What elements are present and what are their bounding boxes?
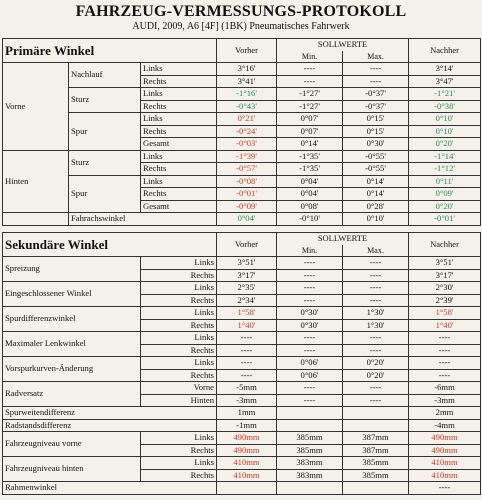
value-vorher: -1mm — [217, 419, 277, 432]
value-min: -0°10' — [277, 213, 343, 226]
value-min — [277, 419, 343, 432]
value-nachher: 0°10' — [409, 113, 481, 126]
row-label: Links — [141, 88, 217, 101]
value-nachher: ---- — [409, 332, 481, 345]
value-min: -1°27' — [277, 100, 343, 113]
value-min: 0°07' — [277, 113, 343, 126]
value-vorher: 3°17' — [217, 269, 277, 282]
value-vorher: 410mm — [217, 457, 277, 470]
value-max — [343, 407, 409, 420]
value-min: 0°04' — [277, 188, 343, 201]
value-vorher: -1°39' — [217, 150, 277, 163]
row-label: Vorne — [141, 382, 217, 395]
value-min: 383mm — [277, 469, 343, 482]
value-vorher: 1°40' — [217, 319, 277, 332]
value-nachher: 2mm — [409, 407, 481, 420]
value-vorher: ---- — [217, 369, 277, 382]
value-vorher: 2°34' — [217, 294, 277, 307]
row-label: Rechts — [141, 125, 217, 138]
value-min: ---- — [277, 282, 343, 295]
label-eingeschlossener-winkel: Eingeschlossener Winkel — [3, 282, 141, 307]
value-min: ---- — [277, 257, 343, 270]
value-nachher: ---- — [409, 482, 481, 495]
value-vorher: 1°58' — [217, 307, 277, 320]
value-max: 1°30' — [343, 307, 409, 320]
value-max: -0°37' — [343, 88, 409, 101]
row-label: Links — [141, 175, 217, 188]
col-nachher: Nachher — [409, 39, 481, 63]
value-nachher: 3°17' — [409, 269, 481, 282]
row-label: Rechts — [141, 294, 217, 307]
value-min: 0°14' — [277, 138, 343, 151]
value-nachher: -3mm — [409, 394, 481, 407]
value-max: 0°14' — [343, 175, 409, 188]
row-label: Links — [141, 113, 217, 126]
value-nachher: 0°10' — [409, 125, 481, 138]
value-min: 0°08' — [277, 200, 343, 213]
value-max: 0°15' — [343, 113, 409, 126]
value-min — [277, 407, 343, 420]
value-max: 0°10' — [343, 213, 409, 226]
value-vorher — [217, 482, 277, 495]
value-vorher: 3°16' — [217, 63, 277, 76]
label-radversatz: Radversatz — [3, 382, 141, 407]
value-nachher: -6mm — [409, 382, 481, 395]
label-spurdifferenzwinkel: Spurdifferenzwinkel — [3, 307, 141, 332]
row-label: Links — [141, 282, 217, 295]
value-vorher: 3°51' — [217, 257, 277, 270]
value-nachher: 2°39' — [409, 294, 481, 307]
value-max: ---- — [343, 282, 409, 295]
label-sturz: Sturz — [69, 88, 141, 113]
value-vorher: -0°01' — [217, 188, 277, 201]
value-max: ---- — [343, 382, 409, 395]
col-max: Max. — [343, 51, 409, 63]
value-min — [277, 482, 343, 495]
row-label: Links — [141, 432, 217, 445]
label-vorspurkurven-aenderung: Vorspurkurven-Änderung — [3, 357, 141, 382]
value-max: ---- — [343, 269, 409, 282]
col-max: Max. — [343, 245, 409, 257]
value-max: 0°20' — [343, 369, 409, 382]
col-vorher: Vorher — [217, 233, 277, 257]
col-nachher: Nachher — [409, 233, 481, 257]
value-vorher: -5mm — [217, 382, 277, 395]
value-min: ---- — [277, 294, 343, 307]
value-nachher: ---- — [409, 344, 481, 357]
secondary-angles-table — [2, 232, 481, 495]
label-spurweitendifferenz: Spurweitendifferenz — [3, 407, 217, 420]
label-rahmenwinkel: Rahmenwinkel — [3, 482, 217, 495]
value-max: 385mm — [343, 469, 409, 482]
row-label: Rechts — [141, 163, 217, 176]
value-vorher: -3mm — [217, 394, 277, 407]
row-label: Rechts — [141, 444, 217, 457]
value-vorher: -0°09' — [217, 200, 277, 213]
value-max: 385mm — [343, 457, 409, 470]
value-nachher: 3°14' — [409, 63, 481, 76]
value-vorher: 2°35' — [217, 282, 277, 295]
row-label: Rechts — [141, 369, 217, 382]
row-label: Links — [141, 357, 217, 370]
row-label: Rechts — [141, 100, 217, 113]
value-nachher: -0°01' — [409, 213, 481, 226]
group-vorne: Vorne — [3, 63, 69, 151]
value-min: 385mm — [277, 432, 343, 445]
row-label: Links — [141, 457, 217, 470]
value-min: 385mm — [277, 444, 343, 457]
label-sturz: Sturz — [69, 150, 141, 175]
value-min: -1°35' — [277, 163, 343, 176]
primary-heading: Primäre Winkel — [3, 39, 217, 63]
value-nachher: 490mm — [409, 432, 481, 445]
value-nachher: 410mm — [409, 469, 481, 482]
value-vorher: 1mm — [217, 407, 277, 420]
value-nachher: 490mm — [409, 444, 481, 457]
value-max: 387mm — [343, 432, 409, 445]
col-vorher: Vorher — [217, 39, 277, 63]
row-label: Links — [141, 332, 217, 345]
value-vorher: -0°08' — [217, 175, 277, 188]
value-min: 0°06' — [277, 357, 343, 370]
value-min: 383mm — [277, 457, 343, 470]
label-fahrzeugniveau-hinten: Fahrzeugniveau hinten — [3, 457, 141, 482]
value-nachher: 410mm — [409, 457, 481, 470]
value-min: 0°06' — [277, 369, 343, 382]
value-vorher: 490mm — [217, 432, 277, 445]
label-spreizung: Spreizung — [3, 257, 141, 282]
value-vorher: -0°03' — [217, 138, 277, 151]
value-min: ---- — [277, 75, 343, 88]
value-vorher: ---- — [217, 357, 277, 370]
value-nachher: 0°11' — [409, 175, 481, 188]
value-max: ---- — [343, 332, 409, 345]
value-min: 0°04' — [277, 175, 343, 188]
value-max: 0°28' — [343, 200, 409, 213]
value-max: ---- — [343, 344, 409, 357]
group-hinten: Hinten — [3, 150, 69, 213]
value-vorher: ---- — [217, 344, 277, 357]
page-title: FAHRZEUG-VERMESSUNGS-PROTOKOLL — [75, 3, 407, 20]
value-nachher: 1°40' — [409, 319, 481, 332]
row-label: Links — [141, 63, 217, 76]
col-min: Min. — [277, 245, 343, 257]
col-sollwerte: SOLLWERTE — [277, 233, 409, 245]
value-max: ---- — [343, 63, 409, 76]
value-nachher: -1°21' — [409, 88, 481, 101]
value-nachher: ---- — [409, 369, 481, 382]
value-nachher: -1°14' — [409, 150, 481, 163]
row-label: Rechts — [141, 469, 217, 482]
row-label: Links — [141, 257, 217, 270]
value-vorher: 490mm — [217, 444, 277, 457]
value-max: ---- — [343, 394, 409, 407]
value-max: ---- — [343, 294, 409, 307]
value-nachher: 0°20' — [409, 200, 481, 213]
value-vorher: ---- — [217, 332, 277, 345]
row-label: Gesamt — [141, 138, 217, 151]
value-nachher: 3°51' — [409, 257, 481, 270]
label-fahrzeugniveau-vorne: Fahrzeugniveau vorne — [3, 432, 141, 457]
row-label: Rechts — [141, 319, 217, 332]
col-min: Min. — [277, 51, 343, 63]
value-nachher: 0°20' — [409, 138, 481, 151]
value-max: 1°30' — [343, 319, 409, 332]
value-nachher: ---- — [409, 357, 481, 370]
value-vorher: -0°57' — [217, 163, 277, 176]
value-vorher: 410mm — [217, 469, 277, 482]
value-max: -0°55' — [343, 150, 409, 163]
row-label: Hinten — [141, 394, 217, 407]
label-radstandsdifferenz: Radstandsdifferenz — [3, 419, 217, 432]
label-maximaler-lenkwinkel: Maximaler Lenkwinkel — [3, 332, 141, 357]
primary-angles-table — [2, 38, 481, 226]
value-max: 0°15' — [343, 125, 409, 138]
value-vorher: 0°04' — [217, 213, 277, 226]
label-spur: Spur — [69, 113, 141, 151]
value-nachher: -1°12' — [409, 163, 481, 176]
value-min: 0°30' — [277, 307, 343, 320]
col-sollwerte: SOLLWERTE — [277, 39, 409, 51]
label-nachlauf: Nachlauf — [69, 63, 141, 88]
value-vorher: 0°21' — [217, 113, 277, 126]
value-nachher: 0°09' — [409, 188, 481, 201]
value-vorher: -0°24' — [217, 125, 277, 138]
row-label: Gesamt — [141, 200, 217, 213]
value-min: ---- — [277, 63, 343, 76]
secondary-heading: Sekundäre Winkel — [3, 233, 217, 257]
row-label: Rechts — [141, 188, 217, 201]
row-label: Links — [141, 150, 217, 163]
value-max: ---- — [343, 75, 409, 88]
row-label: Rechts — [141, 269, 217, 282]
value-vorher: -1°16' — [217, 88, 277, 101]
value-min: ---- — [277, 382, 343, 395]
value-vorher: -0°43' — [217, 100, 277, 113]
row-label: Rechts — [141, 344, 217, 357]
value-min: ---- — [277, 332, 343, 345]
value-max: 0°20' — [343, 357, 409, 370]
value-min: 0°30' — [277, 319, 343, 332]
value-nachher: 3°47' — [409, 75, 481, 88]
value-min: 0°07' — [277, 125, 343, 138]
value-nachher: 1°58' — [409, 307, 481, 320]
value-nachher: -4mm — [409, 419, 481, 432]
value-nachher: -0°38' — [409, 100, 481, 113]
value-min: ---- — [277, 269, 343, 282]
value-max — [343, 482, 409, 495]
value-min: ---- — [277, 344, 343, 357]
value-vorher: 3°41' — [217, 75, 277, 88]
value-max: ---- — [343, 257, 409, 270]
value-min: -1°35' — [277, 150, 343, 163]
label-fahrachswinkel: Fahrachswinkel — [69, 213, 217, 226]
value-min: -1°27' — [277, 88, 343, 101]
value-max: 0°14' — [343, 188, 409, 201]
vehicle-subtitle: AUDI, 2009, A6 [4F] (1BK) Pneumatisches Fahrwerk — [132, 21, 350, 32]
row-label: Rechts — [141, 75, 217, 88]
value-max: 0°30' — [343, 138, 409, 151]
value-min: ---- — [277, 394, 343, 407]
value-max: -0°37' — [343, 100, 409, 113]
value-max — [343, 419, 409, 432]
value-max: -0°55' — [343, 163, 409, 176]
value-nachher: 2°30' — [409, 282, 481, 295]
row-label: Links — [141, 307, 217, 320]
label-spur: Spur — [69, 175, 141, 213]
value-max: 387mm — [343, 444, 409, 457]
